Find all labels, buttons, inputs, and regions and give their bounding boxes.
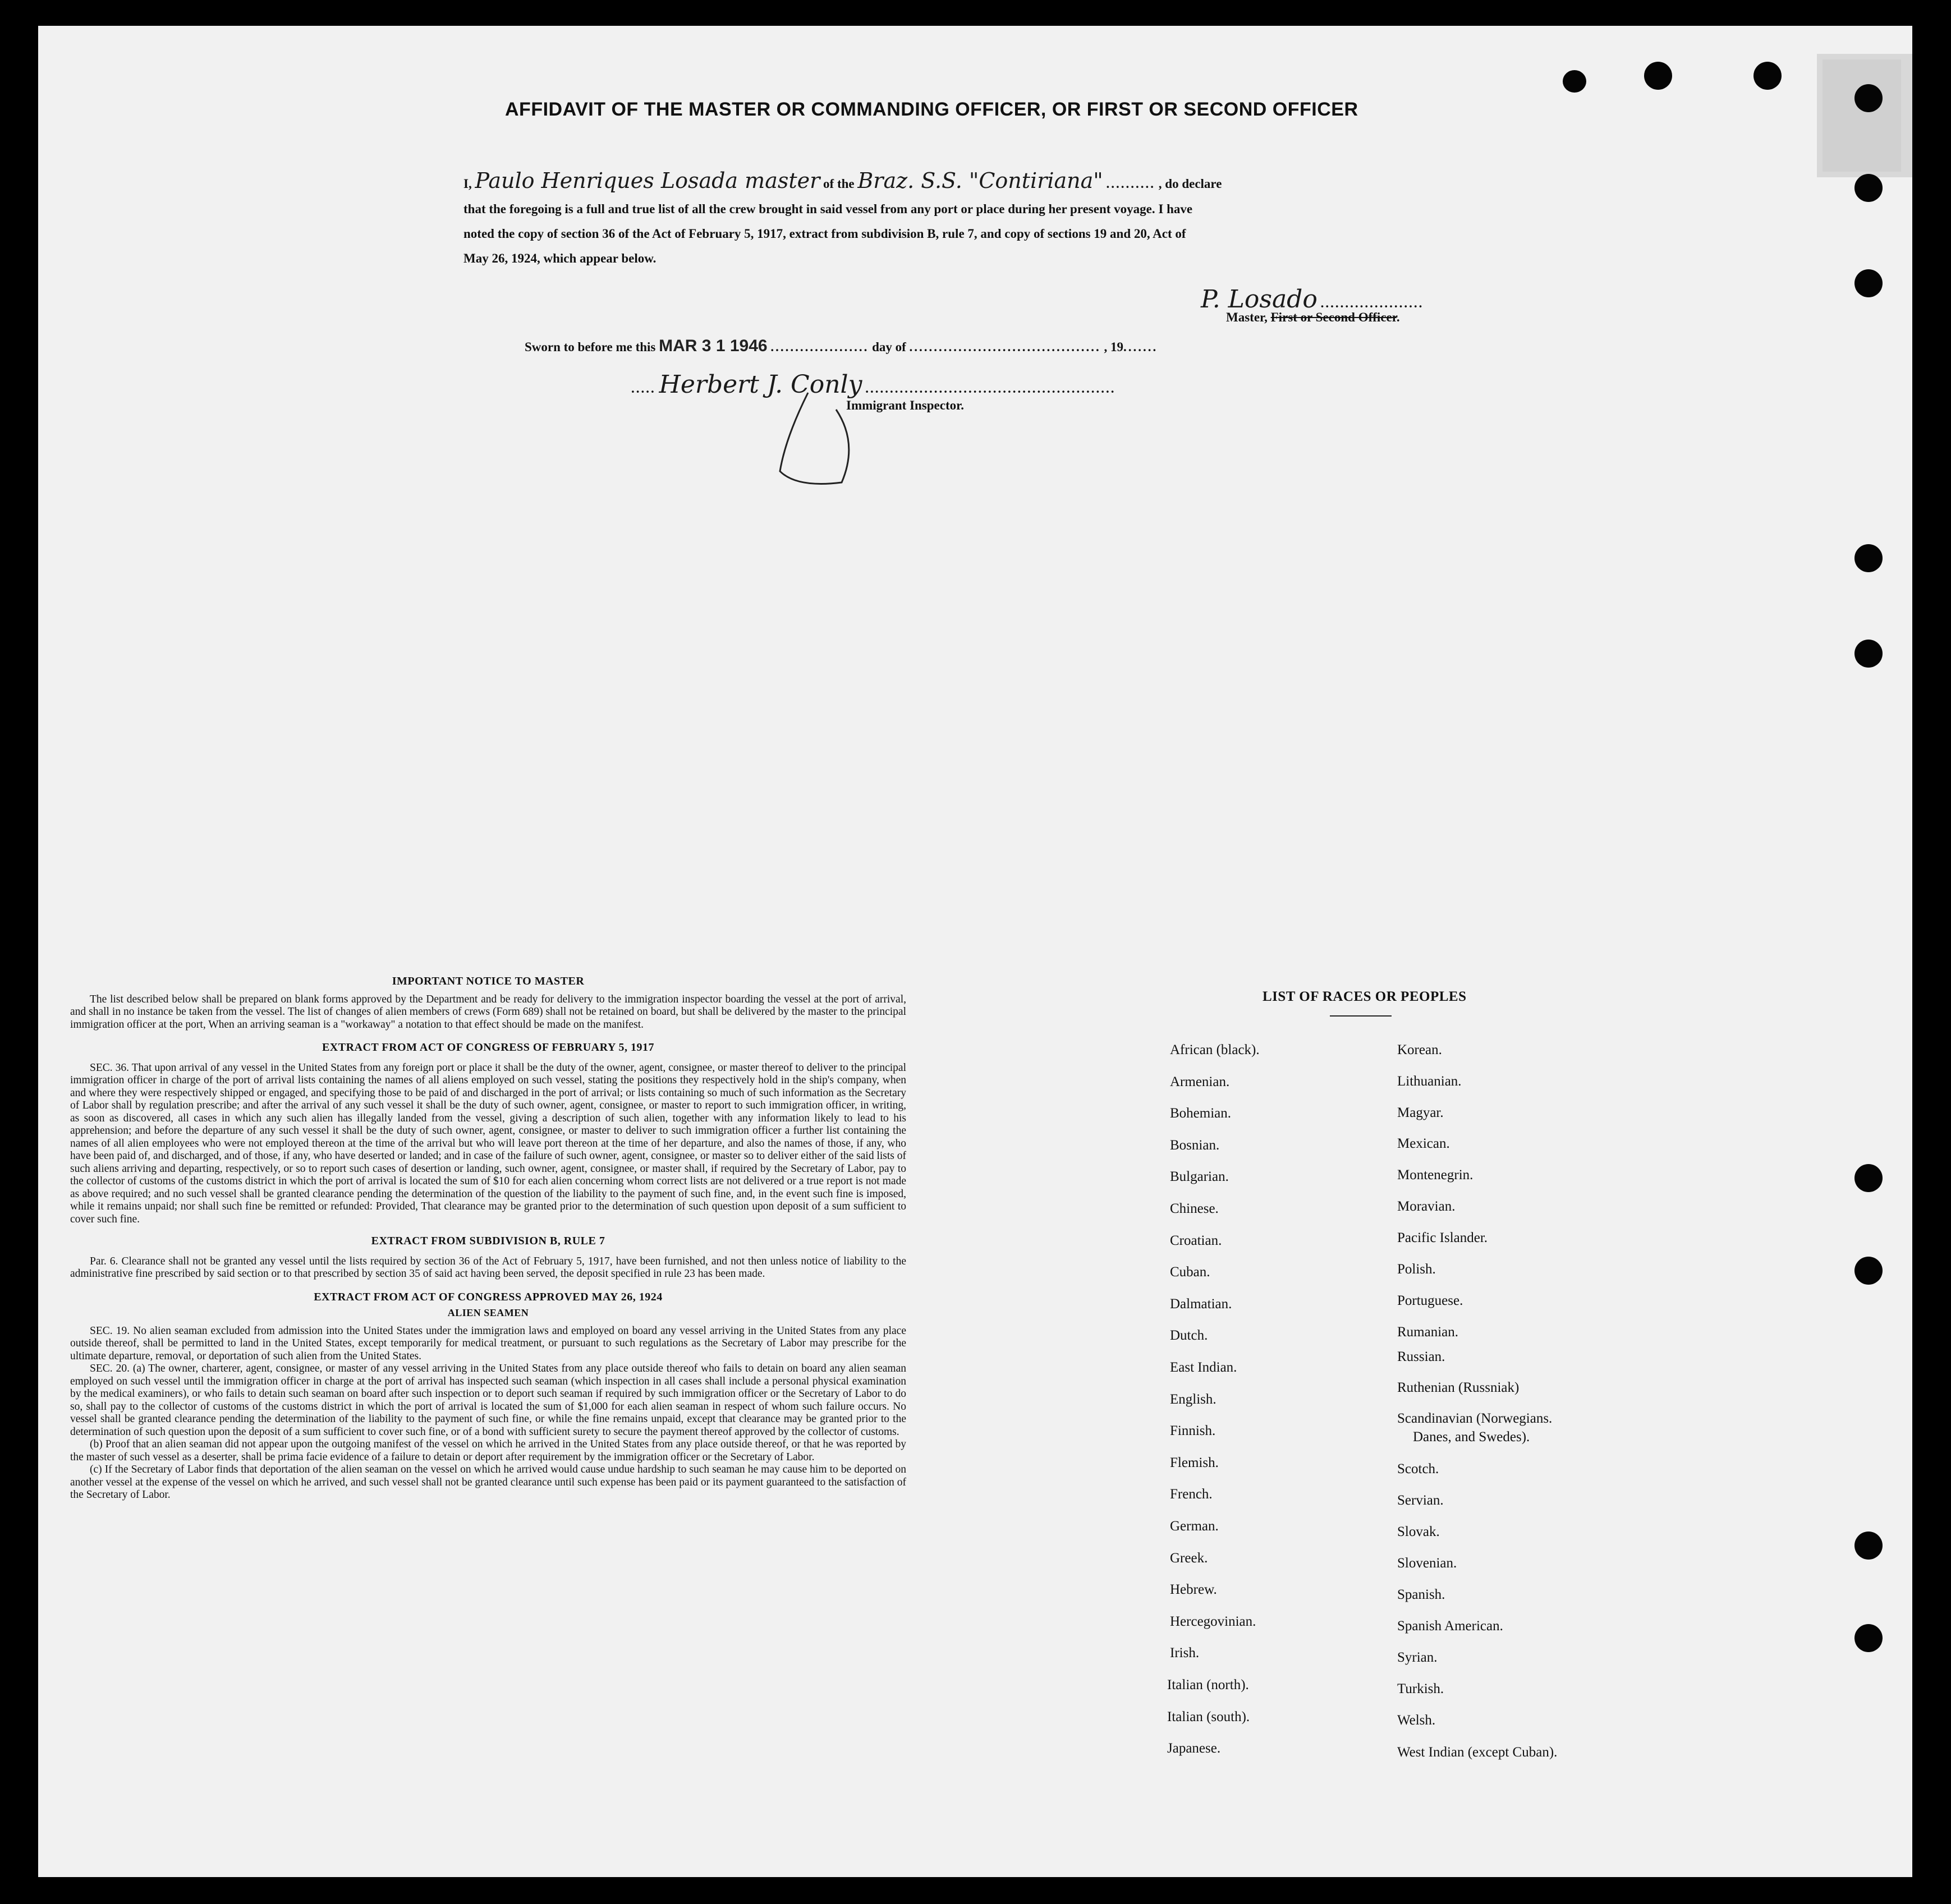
dotted-leader: .....: [631, 381, 656, 395]
affidavit-prefix: I,: [463, 177, 472, 191]
vessel-name-handwritten: Braz. S.S. "Contiriana": [857, 168, 1103, 193]
inspector-signature-line: [631, 370, 1115, 399]
affidavit-line-1: [463, 168, 1222, 193]
race-item-right: Scotch.: [1397, 1461, 1439, 1477]
affidavit-line-3: noted the copy of section 36 of the Act of February 5, 1917, extract from subdivision B, rule 7, and copy of sections 19 and 20, Act of: [463, 227, 1186, 241]
punch-hole: [1854, 1164, 1883, 1192]
race-item-right: Polish.: [1397, 1262, 1436, 1277]
race-item-left: Italian (south).: [1167, 1709, 1250, 1724]
race-item-right: West Indian (except Cuban).: [1397, 1745, 1558, 1760]
races-title-underline: [1330, 1015, 1392, 1017]
race-item-right: Montenegrin.: [1397, 1167, 1473, 1183]
notice-title: IMPORTANT NOTICE TO MASTER: [392, 975, 585, 987]
race-item-right: Welsh.: [1397, 1713, 1436, 1728]
race-item-right: Spanish American.: [1397, 1618, 1503, 1634]
dotted-leader: ...................................................: [865, 381, 1116, 395]
extract2-text: Par. 6. Clearance shall not be granted any vessel until the lists required by section 36 of the Act of February 5, 1917, have been furnished, and not then unless notice of liability to the administrative fine prescribed by said section or to that prescribed by section 35 of said act having been served, the deposit specified in rule 23 has been made.: [70, 1255, 906, 1280]
dotted-leader: .......................................: [909, 340, 1101, 354]
sec19-text: SEC. 19. No alien seaman excluded from admission into the United States under the immigration laws and employed on board any vessel arriving in the United States from any place outside thereof, shall be permitted to land in the United States, except temporarily for medical treatment, or pursuant to such regulations as the Secretary of Labor may prescribe for the ultimate departure, removal, or deportation of such alien from the United States.: [70, 1324, 906, 1362]
signer-title-struck: First or Second Officer: [1270, 310, 1397, 324]
race-item-right: Turkish.: [1397, 1681, 1444, 1696]
race-item-left: French.: [1170, 1487, 1213, 1502]
extract2-title: EXTRACT FROM SUBDIVISION B, RULE 7: [371, 1235, 605, 1247]
race-item-right: Magyar.: [1397, 1105, 1444, 1120]
race-item-left: Italian (north).: [1167, 1677, 1249, 1693]
race-item-right: Lithuanian.: [1397, 1074, 1462, 1089]
master-name-handwritten: Paulo Henriques Losada master: [475, 168, 820, 193]
race-item-left: Dalmatian.: [1170, 1296, 1232, 1312]
race-item-left: Hercegovinian.: [1170, 1613, 1256, 1629]
race-item-left: East Indian.: [1170, 1360, 1237, 1375]
affidavit-line-2: that the foregoing is a full and true list of all the crew brought in said vessel from any port or place during her present voyage. I have: [463, 202, 1193, 216]
punch-hole: [1854, 544, 1883, 572]
of-the-label: of the: [823, 177, 855, 191]
dotted-leader: ....................: [770, 340, 869, 354]
race-item-left: Hebrew.: [1170, 1582, 1217, 1598]
signature-flourish: [774, 387, 864, 494]
sec20a-text: SEC. 20. (a) The owner, charterer, agent, consignee, or master of any vessel arriving in the United States from any place outside thereof who fails to detain on board any alien seaman employed on such vessel until the immigration officer in charge at the port of arrival has inspected such seaman (which inspection in all cases shall include a personal physical examination by the medical examiners), or who fails to detain such seaman on board after such inspection or to deport such seaman if required by such immigration officer or the Secretary of Labor to do so, shall pay to the collector of customs of the customs district in which the port of arrival is located the sum of $1,000 for each alien seaman in respect of whom such failure occurs. No vessel shall be granted clearance pending the determination of the liability to the payment of such fine, or while the fine remains unpaid, except that clearance may be granted prior to the determination of such question upon the deposit of a sum sufficient to cover such fine, or of a bond with sufficient surety to secure the payment thereof approved by the collector of customs.: [70, 1363, 906, 1438]
extract1-text: SEC. 36. That upon arrival of any vessel in the United States from any foreign port or place it shall be the duty of the owner, agent, consignee, or master thereof to deliver to the principal immigration officer in charge of the port of arrival lists containing the names of all aliens employed on such vessel, stating the positions they respectively hold in the ship's company, when and where they were respectively shipped or engaged, and specifying those to be paid of and discharged in the port of arrival; or lists containing so much of such information as the Secretary of Labor shall by regulation prescribe; and after the arrival of any such vessel it shall be the duty of such owner, agent, consignee, or master to report to such immigration officer, in writing, as soon as discovered, all cases in which any such alien has illegally landed from the vessel, giving a description of such alien, together with any information likely to lead to his apprehension; and before the departure of any such vessel it shall be the duty of such owner, agent, consignee, or master to deliver to such immigration officer a further list containing the names of all alien employees who were not employed thereon at the time of the arrival but who will leave port thereon at the time of her departure, and also the names of those, if any, who have been paid of, and discharged, and of those, if any, who have deserted or landed; and in case of the failure of such owner, agent, consignee, or master so to deliver either of the said lists of such aliens arriving and departing, respectively, or so to report such cases of desertion or landing, such owner, agent, consignee, or master shall, if required by the Secretary of Labor, pay to the collector of customs of the customs district in which the port of arrival is located the sum of $10 for each alien concerning whom correct lists are not delivered or a true report is not made as above required; and no such vessel shall be granted clearance pending the determination of the question of the liability to the payment of such fine, and, in the event such fine is imposed, while it remains unpaid; nor shall such fine be remitted or refunded: Provided, That clearance may be granted prior to the determination of such question upon deposit of a sum sufficient to cover such fine.: [70, 1061, 906, 1225]
race-item-right: Ruthenian (Russniak): [1397, 1380, 1520, 1395]
punch-hole: [1753, 62, 1782, 90]
inspector-title: Immigrant Inspector.: [846, 398, 964, 412]
inspector-signature: Herbert J. Conly: [659, 370, 862, 399]
race-item-right: Portuguese.: [1397, 1293, 1463, 1308]
affidavit-line-4: May 26, 1924, which appear below.: [463, 251, 657, 265]
race-item-left: German.: [1170, 1519, 1219, 1534]
race-item-right: Russian.: [1397, 1349, 1445, 1364]
dotted-leader: ..........: [1106, 177, 1156, 191]
day-of-label: day of: [872, 340, 906, 354]
race-item-left: Bosnian.: [1170, 1137, 1220, 1153]
dotted-leader: .......: [1123, 340, 1158, 354]
race-item-right: Syrian.: [1397, 1650, 1438, 1665]
race-item-left: Dutch.: [1170, 1328, 1208, 1344]
corner-smudge: [1823, 59, 1901, 172]
race-item-left: African (black).: [1170, 1042, 1260, 1057]
notice-text: The list described below shall be prepared on blank forms approved by the Department and be ready for delivery to the immigration inspector boarding the vessel at the port of arrival, and shall in no instance be taken from the vessel. The list of changes of alien members of crews (Form 689) shall not be retained on board, but shall be delivered by the master to the principal immigration officer at the port, When an arriving seaman is a "workaway" a notation to that effect should be made on the manifest.: [70, 993, 906, 1031]
races-title: LIST OF RACES OR PEOPLES: [1263, 989, 1467, 1004]
race-item-left: Croatian.: [1170, 1232, 1222, 1248]
race-item-right: Danes, and Swedes).: [1413, 1429, 1530, 1445]
signer-title-end: .: [1396, 310, 1400, 324]
document-page: [38, 26, 1912, 1877]
race-item-left: Greek.: [1170, 1550, 1208, 1566]
race-item-left: Irish.: [1170, 1645, 1200, 1661]
punch-hole: [1854, 640, 1883, 668]
sec20b-text: (b) Proof that an alien seaman did not appear upon the outgoing manifest of the vessel on which he arrived in the United States from any place outside thereof, or that he was reported by the master of such vessel as a deserter, shall be prima facie evidence of a failure to detain or deport after requirement by the immigration officer or the Secretary of Labor.: [70, 1438, 906, 1463]
extract1-title: EXTRACT FROM ACT OF CONGRESS OF FEBRUARY 5, 1917: [322, 1041, 655, 1054]
affidavit-heading: AFFIDAVIT OF THE MASTER OR COMMANDING OFFICER, OR FIRST OR SECOND OFFICER: [505, 99, 1358, 120]
race-item-left: Cuban.: [1170, 1264, 1210, 1280]
punch-hole: [1854, 1532, 1883, 1560]
race-item-right: Mexican.: [1397, 1136, 1450, 1151]
race-item-left: English.: [1170, 1391, 1216, 1407]
race-item-right: Servian.: [1397, 1493, 1444, 1508]
race-item-right: Pacific Islander.: [1397, 1230, 1488, 1245]
race-item-right: Spanish.: [1397, 1587, 1445, 1602]
sec20c-text: (c) If the Secretary of Labor finds that deportation of the alien seaman on the vessel on which he arrived would cause undue hardship to such seaman he may cause him to be deported on another vessel at the expense of the vessel on which he arrived, and such vessel shall not be granted clearance until such expense has been paid or its payment guaranteed to the satisfaction of the Secretary of Labor.: [70, 1464, 906, 1501]
extract3-subtitle: ALIEN SEAMEN: [447, 1307, 529, 1318]
sworn-label: Sworn to before me this: [525, 340, 656, 354]
sworn-line: [525, 337, 1158, 356]
race-item-right: Moravian.: [1397, 1199, 1456, 1214]
race-item-right: Slovenian.: [1397, 1556, 1457, 1571]
date-stamp: MAR 3 1 1946: [659, 337, 768, 355]
punch-hole: [1854, 1624, 1883, 1652]
race-item-left: Chinese.: [1170, 1201, 1219, 1216]
race-item-left: Armenian.: [1170, 1074, 1230, 1089]
punch-hole: [1854, 174, 1883, 202]
race-item-right: Scandinavian (Norwegians.: [1397, 1411, 1553, 1426]
race-item-left: Flemish.: [1170, 1455, 1219, 1470]
race-item-left: Finnish.: [1170, 1423, 1216, 1439]
dotted-leader: .....................: [1320, 296, 1424, 310]
master-signature-line: [1201, 285, 1424, 314]
punch-hole: [1854, 1257, 1883, 1285]
notice-block: [70, 975, 906, 1502]
punch-hole: [1854, 269, 1883, 297]
year-label: , 19: [1104, 340, 1124, 354]
race-item-left: Japanese.: [1167, 1741, 1221, 1756]
race-item-right: Slovak.: [1397, 1524, 1440, 1539]
punch-hole: [1854, 84, 1883, 112]
race-item-left: Bohemian.: [1170, 1106, 1232, 1121]
do-declare-label: , do declare: [1158, 177, 1222, 191]
punch-hole: [1644, 62, 1672, 90]
signer-title: [1226, 310, 1400, 325]
signer-title-master: Master,: [1226, 310, 1268, 324]
master-signature: P. Losado: [1201, 285, 1318, 314]
extract3-title: EXTRACT FROM ACT OF CONGRESS APPROVED MAY 26, 1924: [314, 1290, 663, 1303]
race-item-left: Bulgarian.: [1170, 1169, 1229, 1185]
race-item-right: Korean.: [1397, 1042, 1442, 1057]
punch-hole: [1563, 70, 1586, 93]
race-item-right: Rumanian.: [1397, 1324, 1459, 1340]
